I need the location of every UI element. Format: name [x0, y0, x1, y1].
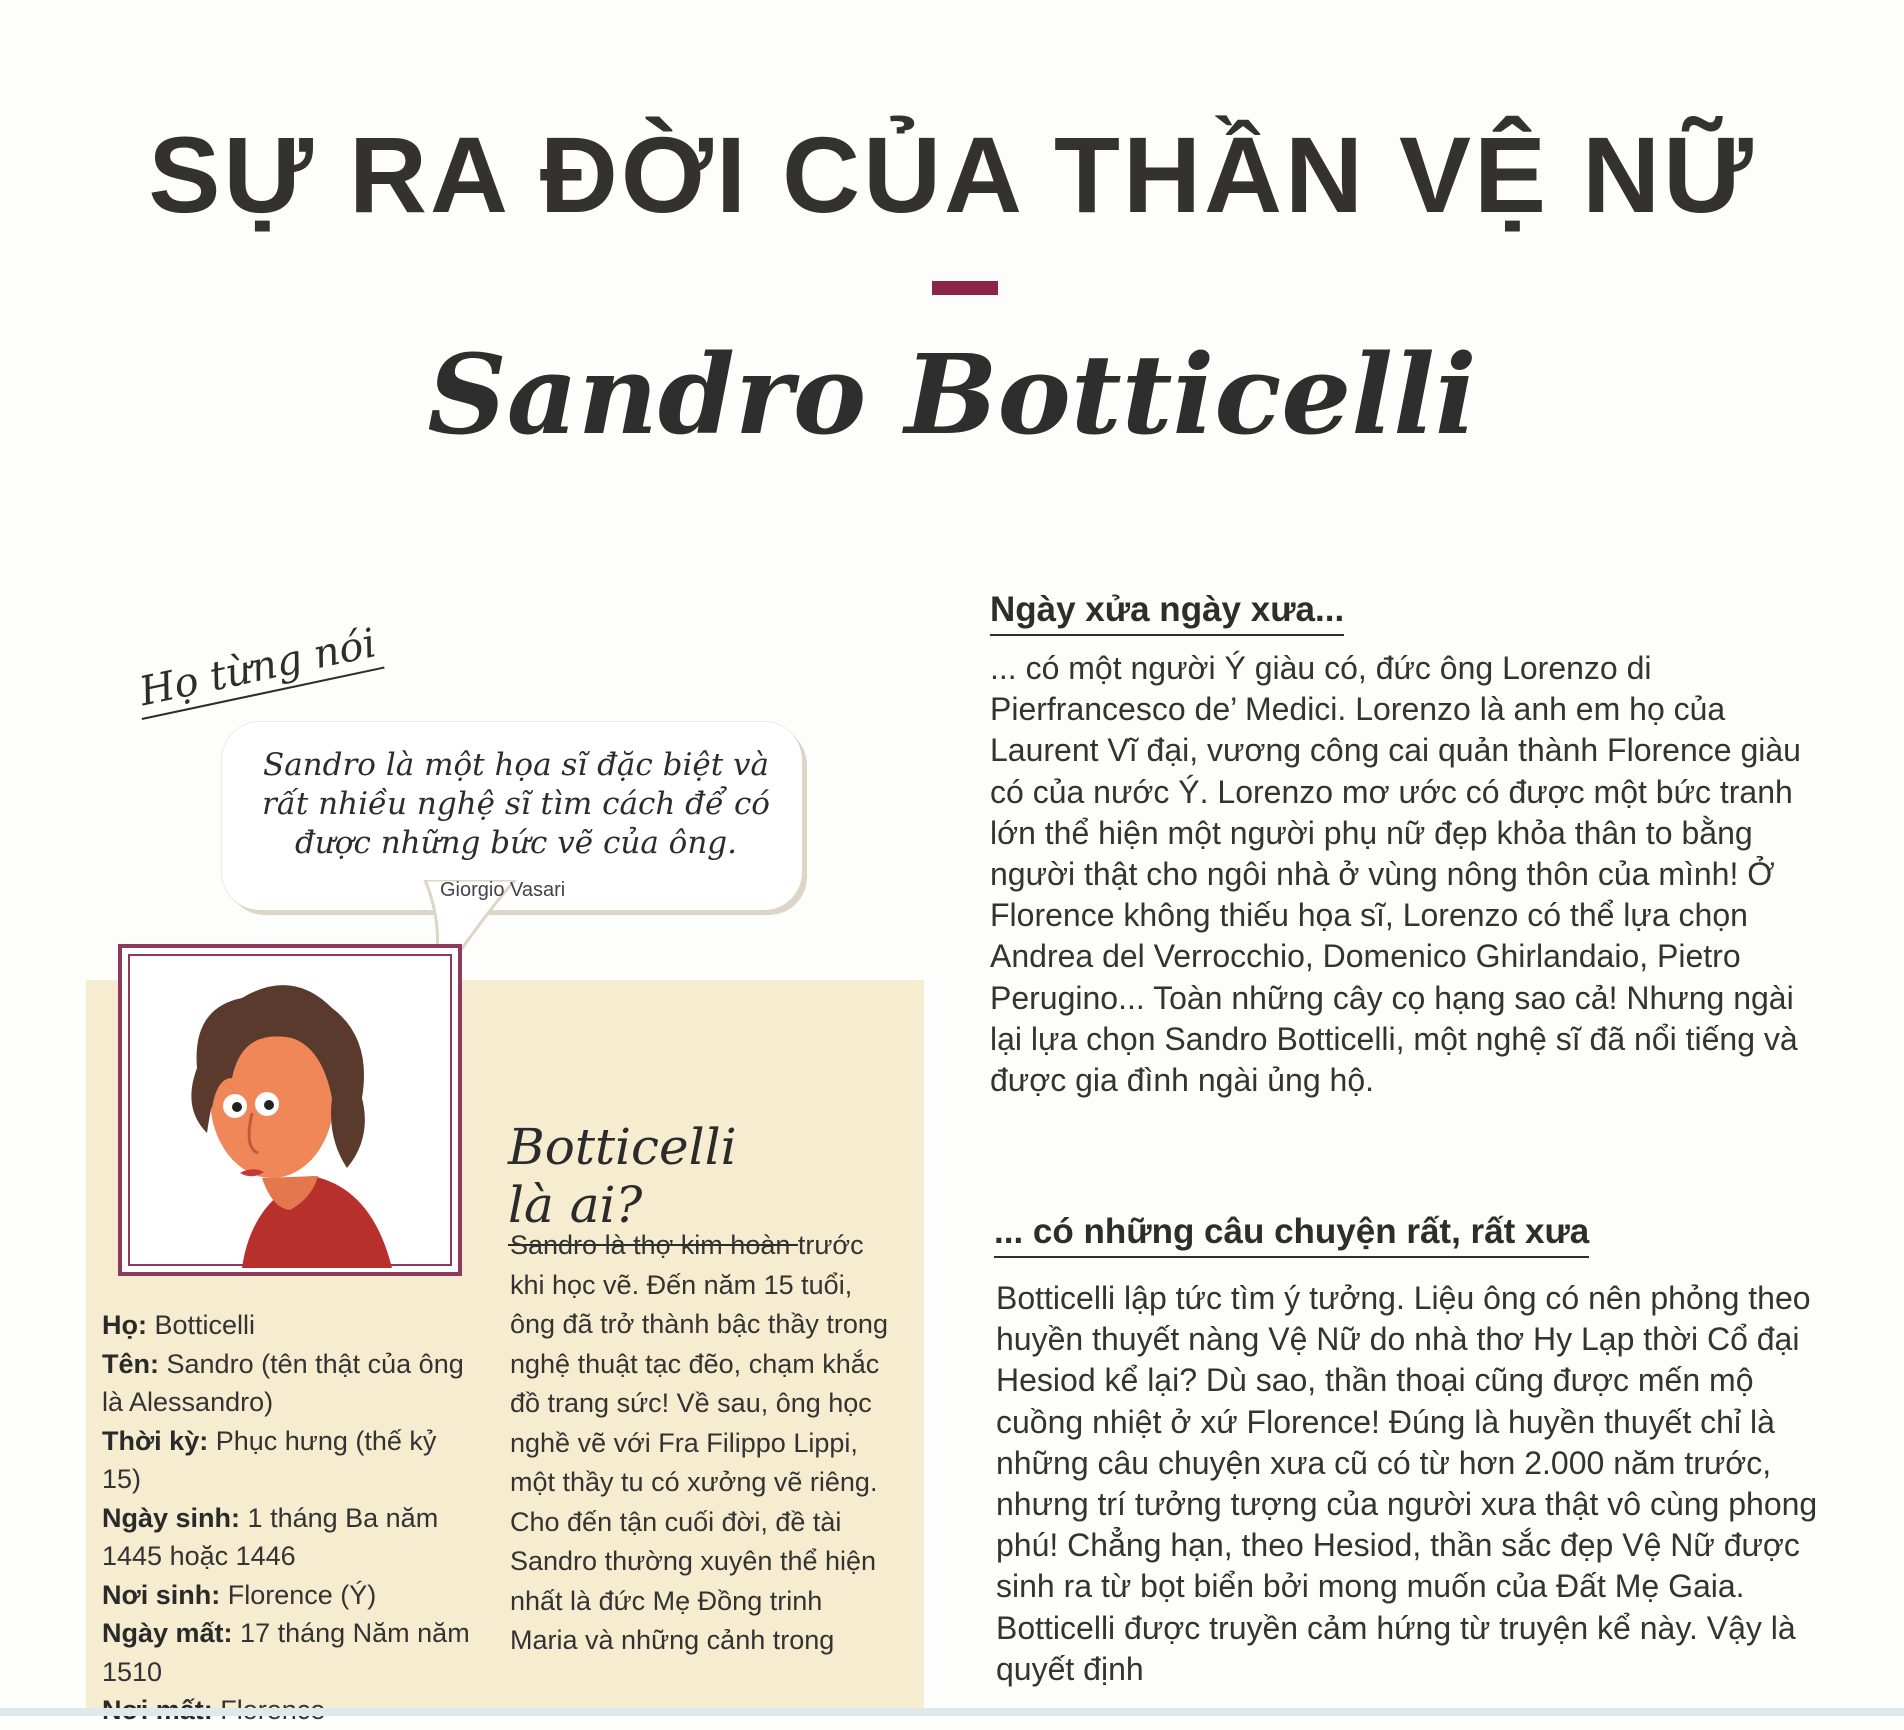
page-subtitle: Sandro Botticelli: [427, 330, 1477, 459]
page-title: SỰ RA ĐỜI CỦA THẦN VỆ NỮ: [148, 114, 1756, 235]
section-body: ... có một người Ý giàu có, đức ông Lorenzo di Pierfrancesco de’ Medici. Lorenzo là anh em họ của Laurent Vĩ đại, vương công cai quản thành Florence giàu có của nước Ý. Lorenzo mơ ước có được một bức tranh lớn thể hiện một người phụ nữ đẹp khỏa thân to bằng người thật cho ngôi nhà ở vùng nông thôn của mình! Ở Florence không thiếu họa sĩ, Lorenzo có thể lựa chọn Andrea del Verrocchio, Domenico Ghirlandaio, Pietro Perugino... Toàn những cây cọ hạng sao cả! Nhưng ngài lại lựa chọn Sandro Botticelli, một nghệ sĩ đã nổi tiếng và được gia đình ngài ủng hộ.: [990, 650, 1801, 1099]
quote-author: Giorgio Vasari: [440, 879, 566, 901]
who-heading: Botticelli là ai?: [508, 1118, 798, 1246]
section-body: Botticelli lập tức tìm ý tưởng. Liệu ông có nên phỏng theo huyền thuyết nàng Vệ Nữ do nhà thơ Hy Lạp thời Cổ đại Hesiod kể lại? Dù sao, thần thoại cũng được mến mộ cuồng nhiệt ở xứ Florence! Đúng là huyền thuyết chỉ là những câu chuyện xưa cũ có từ hơn 2.000 năm trước, nhưng trí tưởng tượng của người xưa thật vô cùng phong phú! Chẳng hạn, theo Hesiod, thần sắc đẹp Vệ Nữ được sinh ra từ bọt biển bởi mong muốn của Đất Mẹ Gaia. Botticelli được truyền cảm hứng từ truyện kể này. Vậy là quyết định: [996, 1280, 1818, 1687]
fact-row: Tên: Sandro (tên thật của ông là Alessandro): [102, 1348, 464, 1417]
fact-row: Nơi sinh: Florence (Ý): [102, 1579, 377, 1610]
profile-facts: [102, 1306, 472, 1730]
section-heading: ... có những câu chuyện rất, rất xưa: [994, 1212, 1589, 1258]
title-divider: [932, 281, 998, 295]
botticelli-portrait-icon: [122, 948, 458, 1272]
quote-heading: Họ từng nói: [132, 619, 385, 720]
page-bottom-edge: [0, 1708, 1904, 1716]
fact-row: Thời kỳ: Phục hưng (thế kỷ 15): [102, 1425, 437, 1494]
fact-row: Họ: Botticelli: [102, 1310, 256, 1340]
who-body: Sandro là thợ kim hoàn trước khi học vẽ. Đến năm 15 tuổi, ông đã trở thành bậc thầy trong nghệ thuật tạc đẽo, chạm khắc đồ trang sức! Về sau, ông học nghề vẽ với Fra Filippo Lippi, một thầy tu có xưởng vẽ riêng. Cho đến tận cuối đời, đề tài Sandro thường xuyên thể hiện nhất là đức Mẹ Đồng trinh Maria và những cảnh trong: [510, 1230, 888, 1655]
quote-text: Sandro là một họa sĩ đặc biệt và rất nhiều nghệ sĩ tìm cách để có được những bức vẽ của ông.: [262, 747, 770, 861]
section-heading: Ngày xửa ngày xưa...: [990, 590, 1344, 636]
fact-row: Ngày mất: 17 tháng Năm năm 1510: [102, 1618, 470, 1687]
fact-row: Ngày sinh: 1 tháng Ba năm 1445 hoặc 1446: [102, 1502, 439, 1571]
portrait-frame: [118, 944, 462, 1276]
